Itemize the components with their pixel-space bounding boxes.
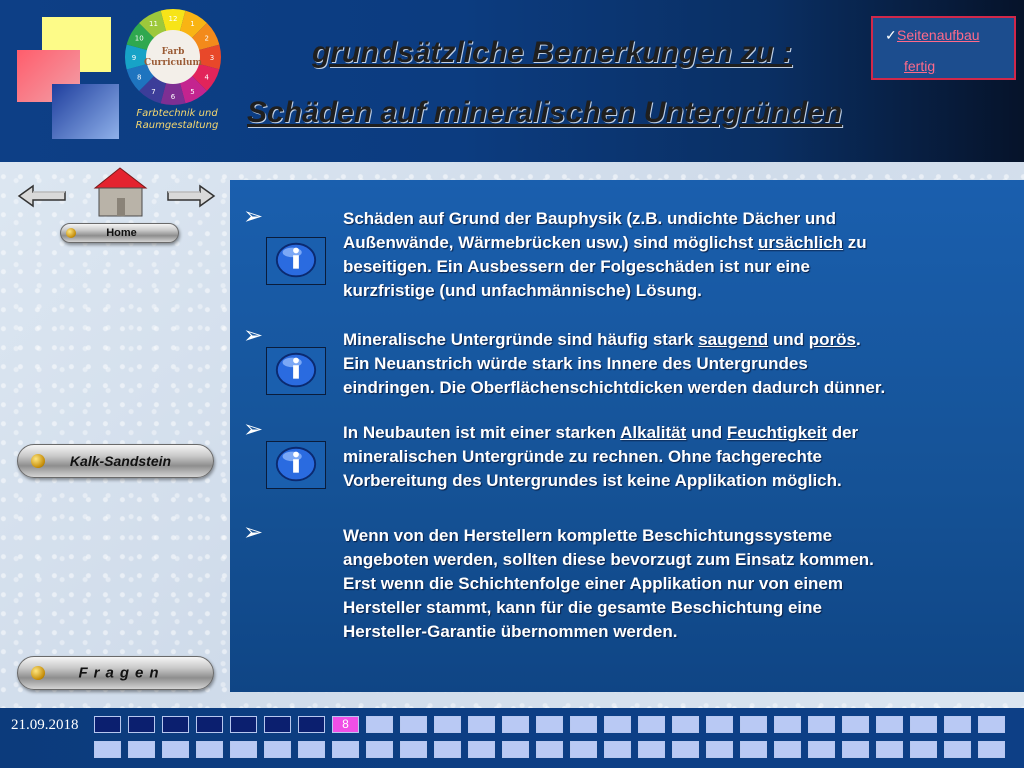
page-button[interactable]	[604, 716, 631, 733]
wheel-number: 3	[209, 54, 215, 62]
home-button[interactable]	[60, 223, 179, 243]
page-button[interactable]	[196, 716, 223, 733]
text-run: Hersteller-Garantie übernommen werden.	[343, 622, 678, 641]
page-button[interactable]	[570, 741, 597, 758]
text-run: der	[826, 423, 859, 442]
text-run: In Neubauten ist mit einer starken	[343, 423, 621, 442]
text-run: Vorbereitung des Untergrundes ist keine Applikation möglich.	[343, 471, 842, 490]
page-button[interactable]	[400, 716, 427, 733]
page-title-line2: Schäden auf mineralischen Untergründen	[247, 96, 843, 129]
status-box	[871, 16, 1016, 80]
checkmark-icon: ✓	[885, 27, 897, 43]
wheel-number: 4	[204, 73, 210, 82]
logo-name-line1: Farb	[161, 47, 185, 57]
wheel-number: 9	[131, 54, 137, 62]
page-button[interactable]	[672, 741, 699, 758]
kalk-sandstein-button[interactable]	[17, 444, 214, 478]
page-button[interactable]	[978, 741, 1005, 758]
page-button[interactable]	[502, 741, 529, 758]
wheel-number: 2	[204, 34, 210, 43]
page-button[interactable]	[400, 741, 427, 758]
page-button[interactable]	[468, 716, 495, 733]
page-button[interactable]	[910, 741, 937, 758]
info-icon[interactable]	[266, 237, 326, 285]
page-button[interactable]	[162, 741, 189, 758]
wheel-number: 12	[168, 15, 178, 23]
text-run: Wenn von den Herstellern komplette Beschichtungssysteme	[343, 526, 833, 545]
page-button[interactable]	[842, 716, 869, 733]
arrow-right-icon[interactable]	[166, 183, 216, 209]
logo-square-blue	[52, 84, 119, 139]
fragen-button-label: Fragen	[78, 664, 165, 682]
text-run: Außenwände, Wärmebrücken usw.) sind möglichst	[343, 233, 758, 252]
text-run: und	[686, 423, 727, 442]
page-button[interactable]	[944, 716, 971, 733]
page-button[interactable]	[570, 716, 597, 733]
paragraph-beschichtungssysteme	[343, 524, 993, 644]
page-button[interactable]	[128, 741, 155, 758]
page-button[interactable]	[536, 716, 563, 733]
text-run: beseitigen. Ein Ausbessern der Folgeschäden ist nur eine	[343, 257, 810, 276]
page-button[interactable]	[808, 741, 835, 758]
underlined-term: Feuchtigkeit	[726, 423, 827, 442]
page-button[interactable]	[332, 741, 359, 758]
page-button[interactable]	[876, 716, 903, 733]
fragen-button[interactable]	[17, 656, 214, 690]
page-button[interactable]	[842, 741, 869, 758]
wheel-number: 8	[136, 73, 142, 82]
page-button[interactable]	[808, 716, 835, 733]
page-button[interactable]	[910, 716, 937, 733]
text-run: eindringen. Die Oberflächenschichtdicken werden dadurch dünner.	[343, 378, 886, 397]
text-run: .	[855, 330, 861, 349]
info-icon[interactable]	[266, 347, 326, 395]
page-button[interactable]	[978, 716, 1005, 733]
page-button[interactable]	[366, 741, 393, 758]
page-button[interactable]	[366, 716, 393, 733]
text-run: Erst wenn die Schichtenfolge einer Applikation nur von einem	[343, 574, 844, 593]
arrow-left-icon[interactable]	[17, 183, 67, 209]
text-run: angeboten werden, sollten diese bevorzugt zum Einsatz kommen.	[343, 550, 874, 569]
bullet-icon: ➢	[243, 518, 264, 546]
page-button[interactable]	[740, 716, 767, 733]
page-button[interactable]	[298, 741, 325, 758]
bullet-icon: ➢	[243, 321, 264, 349]
logo-caption-line1: Farbtechnik und	[136, 108, 218, 119]
page-button[interactable]	[638, 716, 665, 733]
wheel-number: 6	[170, 93, 176, 101]
kalk-sandstein-button-label: Kalk-Sandstein	[69, 453, 172, 469]
wheel-number: 10	[134, 34, 144, 43]
text-run: kurzfristige (und unfachmännische) Lösung.	[343, 281, 702, 300]
page-button[interactable]	[536, 741, 563, 758]
page-button[interactable]	[264, 716, 291, 733]
wheel-number: 7	[151, 87, 156, 96]
slide-date: 21.09.2018	[11, 717, 79, 733]
logo-caption	[127, 108, 227, 132]
text-run: zu	[843, 233, 867, 252]
page-button[interactable]	[434, 741, 461, 758]
page-button[interactable]	[944, 741, 971, 758]
page-button[interactable]	[434, 716, 461, 733]
wheel-number: 11	[149, 20, 158, 29]
page-button[interactable]	[162, 716, 189, 733]
page-button[interactable]	[638, 741, 665, 758]
page-button[interactable]	[264, 741, 291, 758]
home-button-label: Home	[106, 227, 137, 239]
page-button[interactable]	[94, 741, 121, 758]
page-button[interactable]	[740, 741, 767, 758]
paragraph-saugend	[343, 328, 993, 400]
house-icon[interactable]	[93, 166, 148, 218]
page-button[interactable]	[298, 716, 325, 733]
underlined-term: saugend	[698, 330, 769, 349]
text-run: und	[768, 330, 809, 349]
page-button[interactable]	[706, 716, 733, 733]
underlined-term: Alkalität	[620, 423, 687, 442]
status-link-fertig[interactable]: fertig	[904, 58, 936, 74]
page-button[interactable]	[672, 716, 699, 733]
page-button[interactable]	[230, 716, 257, 733]
paragraph-neubauten	[343, 421, 993, 493]
paragraph-bauphysik	[343, 207, 993, 303]
page-button[interactable]	[502, 716, 529, 733]
page-button[interactable]	[774, 741, 801, 758]
text-run: mineralischen Untergründe zu rechnen. Ohne fachgerechte	[343, 447, 822, 466]
text-run: Mineralische Untergründe sind häufig stark	[343, 330, 699, 349]
text-run: Ein Neuanstrich würde stark ins Innere des Untergrundes	[343, 354, 808, 373]
underlined-term: porös	[808, 330, 856, 349]
info-icon[interactable]	[266, 441, 326, 489]
page-button[interactable]	[230, 741, 257, 758]
page-button[interactable]	[774, 716, 801, 733]
status-link-seitenaufbau[interactable]: Seitenaufbau	[897, 27, 980, 43]
text-run: Hersteller stammt, kann für die gesamte Beschichtung eine	[343, 598, 822, 617]
header	[0, 0, 1024, 162]
page-button[interactable]	[468, 741, 495, 758]
page-button[interactable]	[876, 741, 903, 758]
wheel-number: 5	[190, 87, 195, 96]
page-button[interactable]	[604, 741, 631, 758]
logo-name-line2: Curriculum	[143, 58, 203, 68]
page-button[interactable]	[706, 741, 733, 758]
underlined-term: ursächlich	[758, 233, 844, 252]
bullet-icon: ➢	[243, 415, 264, 443]
text-run: Schäden auf Grund der Bauphysik (z.B. undichte Dächer und	[343, 209, 837, 228]
wheel-number: 1	[190, 20, 195, 29]
page-title-line1: grundsätzliche Bemerkungen zu :	[312, 36, 793, 69]
page-button[interactable]	[94, 716, 121, 733]
logo-caption-line2: Raumgestaltung	[135, 120, 219, 131]
page-button[interactable]	[196, 741, 223, 758]
current-page-button[interactable]: 8	[332, 716, 359, 733]
bullet-icon: ➢	[243, 202, 264, 230]
page-button[interactable]	[128, 716, 155, 733]
color-wheel-logo	[124, 8, 222, 106]
